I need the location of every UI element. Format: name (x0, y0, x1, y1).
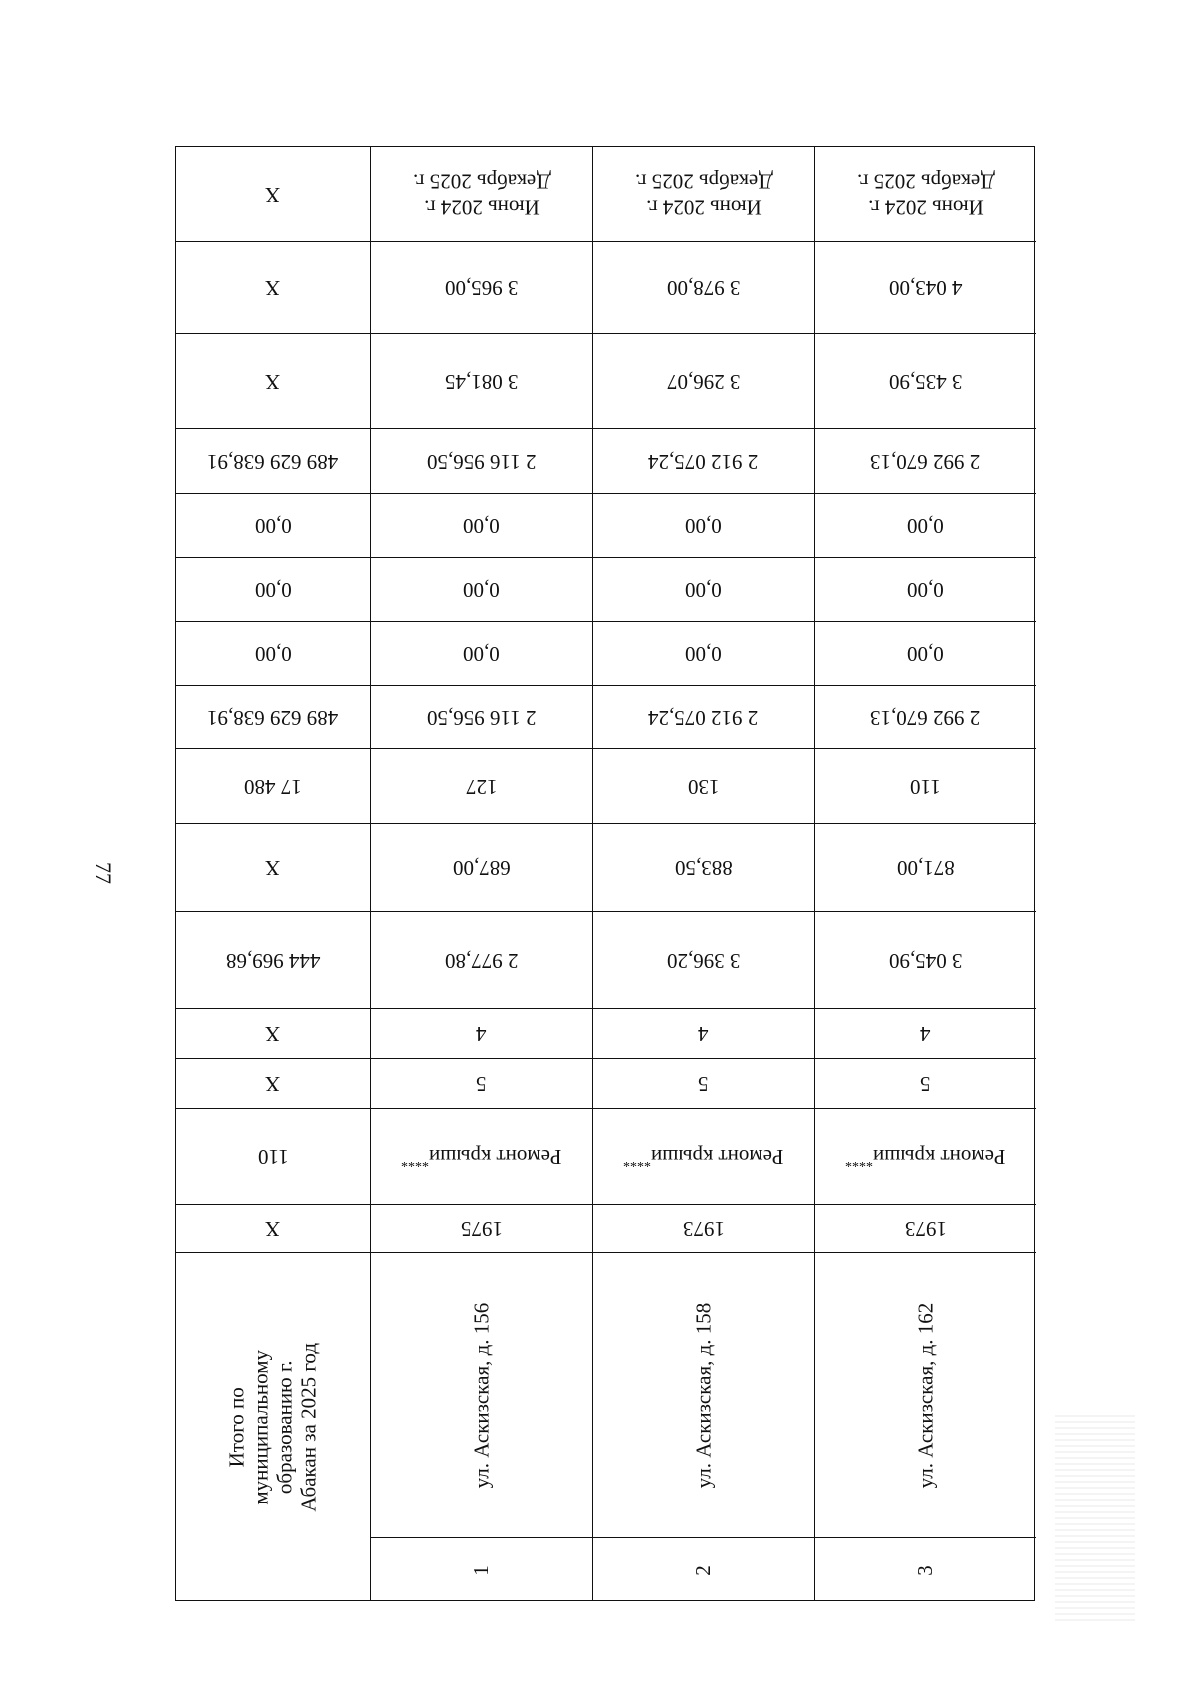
cell-fund-2: 0,00 (176, 558, 370, 622)
cell-address: ул. Аскизская, д. 156 (371, 1253, 592, 1538)
cell-cost-total: 489 629 638,91 (176, 686, 370, 749)
cell-fund-3: 0,00 (176, 622, 370, 686)
cell-unit-cost: 3 081,45 (371, 334, 592, 429)
cell-fund-2: 0,00 (815, 558, 1036, 622)
scan-artifact (1055, 1415, 1135, 1625)
cell-year: 1973 (593, 1205, 814, 1253)
cell-year: 1975 (371, 1205, 592, 1253)
cell-area: 2 977,80 (371, 912, 592, 1009)
cell-cost-total: 2 992 670,13 (815, 686, 1036, 749)
cell-cost-owner: 2 992 670,13 (815, 429, 1036, 494)
cell-entrances: 4 (371, 1009, 592, 1059)
cell-common-area: 687,00 (371, 824, 592, 912)
cell-period: Х (176, 147, 370, 242)
cell-period: Июнь 2024 г. Декабрь 2025 г. (593, 147, 814, 242)
cell-year: Х (176, 1205, 370, 1253)
cell-common-area: 871,00 (815, 824, 1036, 912)
cell-address: ул. Аскизская, д. 162 (815, 1253, 1036, 1538)
cell-residents: 17 480 (176, 749, 370, 824)
cell-floors: 5 (815, 1059, 1036, 1109)
cell-cost-total: 2 116 956,50 (371, 686, 592, 749)
cell-fund-3: 0,00 (593, 622, 814, 686)
cell-work: Ремонт крыши**** (371, 1109, 592, 1205)
cell-unit-cost: 3 435,90 (815, 334, 1036, 429)
cell-fund-1: 0,00 (593, 494, 814, 558)
cell-area: 3 396,20 (593, 912, 814, 1009)
cell-total-label: Итого по муниципальному образованию г. Абакан за 2025 год (224, 1343, 322, 1512)
cell-floors: 5 (371, 1059, 592, 1109)
cell-num: 1 (469, 1564, 493, 1576)
cell-year: 1973 (815, 1205, 1036, 1253)
cell-num: 3 (913, 1564, 937, 1576)
cell-residents: 130 (593, 749, 814, 824)
cell-num: 2 (691, 1564, 715, 1576)
cell-address: ул. Аскизская, д. 158 (593, 1253, 814, 1538)
cell-work: Ремонт крыши**** (815, 1109, 1036, 1205)
cell-floors: Х (176, 1059, 370, 1109)
cell-period: Июнь 2024 г. Декабрь 2025 г. (371, 147, 592, 242)
cell-limit-cost: 3 978,00 (593, 242, 814, 334)
table-row-1 (371, 147, 593, 1600)
cell-period: Июнь 2024 г. Декабрь 2025 г. (815, 147, 1036, 242)
cell-work: 110 (176, 1109, 370, 1205)
cell-residents: 110 (815, 749, 1036, 824)
cell-area: 3 045,90 (815, 912, 1036, 1009)
cell-entrances: 4 (815, 1009, 1036, 1059)
table-row-2 (593, 147, 815, 1600)
cell-cost-owner: 2 912 075,24 (593, 429, 814, 494)
cell-floors: 5 (593, 1059, 814, 1109)
page-number: 77 (91, 862, 116, 884)
cell-unit-cost: Х (176, 334, 370, 429)
cell-fund-2: 0,00 (371, 558, 592, 622)
cell-work: Ремонт крыши**** (593, 1109, 814, 1205)
cell-cost-total: 2 912 075,24 (593, 686, 814, 749)
cell-entrances: Х (176, 1009, 370, 1059)
table-row-total (176, 147, 371, 1600)
cell-fund-1: 0,00 (815, 494, 1036, 558)
cell-common-area: 883,50 (593, 824, 814, 912)
cell-fund-1: 0,00 (371, 494, 592, 558)
cell-cost-owner: 2 116 956,50 (371, 429, 592, 494)
cell-residents: 127 (371, 749, 592, 824)
cell-limit-cost: 4 043,00 (815, 242, 1036, 334)
cell-cost-owner: 489 629 638,91 (176, 429, 370, 494)
cell-entrances: 4 (593, 1009, 814, 1059)
cell-fund-2: 0,00 (593, 558, 814, 622)
rotated-table (175, 146, 1035, 1601)
cell-fund-1: 0,00 (176, 494, 370, 558)
cell-limit-cost: 3 965,00 (371, 242, 592, 334)
cell-limit-cost: Х (176, 242, 370, 334)
cell-fund-3: 0,00 (815, 622, 1036, 686)
cell-area: 444 969,68 (176, 912, 370, 1009)
cell-common-area: Х (176, 824, 370, 912)
table-row-3 (815, 147, 1036, 1600)
cell-fund-3: 0,00 (371, 622, 592, 686)
cell-unit-cost: 3 296,07 (593, 334, 814, 429)
